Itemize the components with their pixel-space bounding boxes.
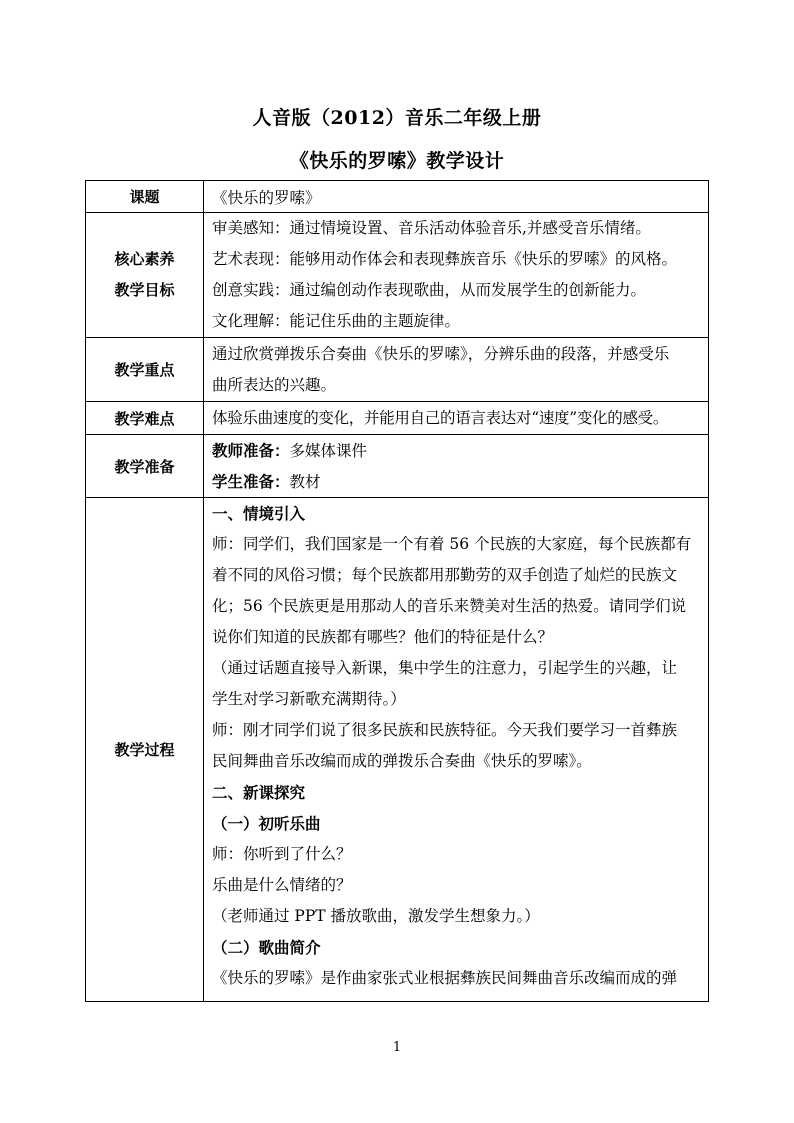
process-line: （老师通过 PPT 播放歌曲，激发学生想象力。） [212, 907, 540, 925]
lesson-plan-table [85, 180, 709, 1002]
process-line: 乐曲是什么情绪的？ [212, 876, 352, 894]
process-line: 学生对学习新歌充满期待。） [212, 690, 406, 708]
student-prep-value: 教材 [289, 473, 321, 491]
process-line: 一、情境引入 [212, 504, 306, 523]
process-line: 二、新课探究 [212, 783, 306, 802]
key-point-line: 通过欣赏弹拨乐合奏曲《快乐的罗嗦》，分辨乐曲的段落，并感受乐 [212, 344, 670, 363]
teacher-prep-label: 教师准备： [212, 441, 290, 460]
process-line: 化；56 个民族更是用那动人的音乐来赞美对生活的热爱。请同学们说 [212, 597, 687, 615]
goal-line: 审美感知：通过情境设置、音乐活动体验音乐,并感受音乐情绪。 [212, 219, 651, 237]
value-difficulties [204, 402, 709, 435]
process-line: 师：同学们，我们国家是一个有着 56 个民族的大家庭，每个民族都有 [212, 535, 692, 553]
key-point-line: 曲所表达的兴趣。 [212, 375, 337, 394]
teacher-prep-value: 多媒体课件 [289, 442, 368, 460]
goal-line: 创意实践：通过编创动作表现歌曲，从而发展学生的创新能力。 [212, 281, 647, 299]
label-process: 教学过程 [86, 498, 204, 1002]
process-line: 民间舞曲音乐改编而成的弹拨乐合奏曲《快乐的罗嗦》。 [212, 752, 592, 770]
label-goals-line1: 核心素养 [114, 250, 175, 268]
process-line: 师：你听到了什么？ [212, 845, 352, 863]
page-number: 1 [392, 1040, 402, 1055]
row-topic [86, 181, 709, 213]
value-goals [204, 213, 709, 338]
value-process [204, 498, 709, 1002]
process-line: 师：刚才同学们说了很多民族和民族特征。今天我们要学习一首彝族 [212, 721, 678, 739]
row-preparation [86, 435, 709, 498]
document-title: 人音版（2012）音乐二年级上册 [252, 107, 542, 129]
row-process [86, 498, 709, 1002]
process-line: （二）歌曲简介 [212, 938, 321, 957]
label-topic: 课题 [86, 181, 204, 213]
process-line: 《快乐的罗嗦》是作曲家张式业根据彝族民间舞曲音乐改编而成的弹 [212, 969, 678, 987]
difficulty-line: 体验乐曲速度的变化，并能用自己的语言表达对“速度”变化的感受。 [212, 408, 669, 427]
label-preparation: 教学准备 [86, 435, 204, 498]
process-line: 说你们知道的民族都有哪些？他们的特征是什么？ [212, 628, 554, 646]
document-subtitle: 《快乐的罗嗦》教学设计 [289, 150, 505, 172]
label-key-points: 教学重点 [86, 338, 204, 402]
process-line: 着不同的风俗习惯；每个民族都用那勤劳的双手创造了灿烂的民族文 [212, 566, 678, 584]
process-line: （通过话题直接导入新课，集中学生的注意力，引起学生的兴趣，让 [212, 659, 678, 677]
value-topic: 《快乐的罗嗦》 [204, 181, 709, 213]
label-goals [86, 213, 204, 338]
process-line: （一）初听乐曲 [212, 814, 321, 833]
process-lines [212, 498, 704, 994]
goal-line: 文化理解：能记住乐曲的主题旋律。 [212, 312, 461, 330]
label-goals-line2: 教学目标 [114, 281, 175, 299]
teacher-prep-line [212, 435, 704, 466]
row-difficulties [86, 402, 709, 435]
row-key-points [86, 338, 709, 402]
label-difficulties: 教学难点 [86, 402, 204, 435]
student-prep-label: 学生准备： [212, 472, 290, 491]
row-goals [86, 213, 709, 338]
student-prep-line [212, 466, 704, 497]
goal-line: 艺术表现：能够用动作体会和表现彝族音乐《快乐的罗嗦》的风格。 [212, 250, 678, 268]
value-key-points [204, 338, 709, 402]
value-preparation [204, 435, 709, 498]
